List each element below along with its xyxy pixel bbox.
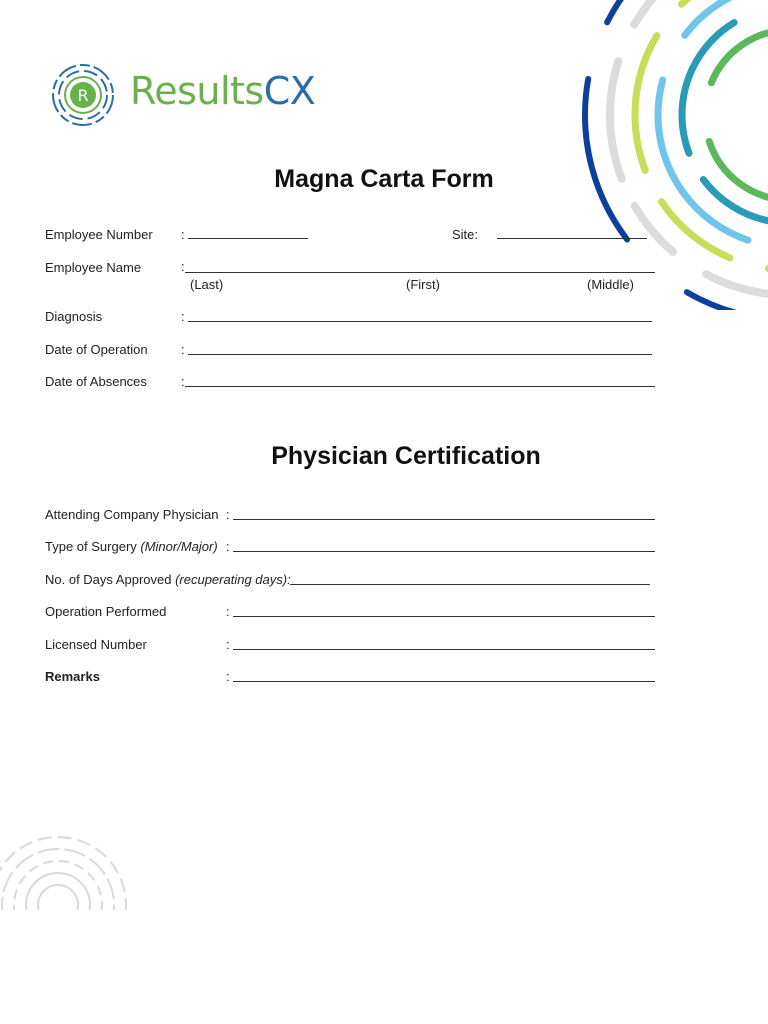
operation-performed-label: Operation Performed: [45, 604, 167, 619]
days-approved-note: (recuperating days):: [175, 572, 291, 587]
decorative-rings-top-right: [560, 0, 768, 310]
employee-name-label: Employee Name: [45, 260, 142, 275]
type-of-surgery-colon: :: [226, 539, 230, 554]
employee-number-colon: :: [181, 227, 185, 242]
diagnosis-field[interactable]: [188, 321, 652, 322]
employee-number-field[interactable]: [188, 238, 308, 239]
operation-performed-colon: :: [226, 604, 230, 619]
attending-physician-colon: :: [226, 507, 230, 522]
date-of-operation-field[interactable]: [188, 354, 652, 355]
remarks-colon: :: [226, 669, 230, 684]
site-field[interactable]: [497, 238, 647, 239]
date-of-absences-field[interactable]: [185, 386, 655, 387]
logo-word-results: Results: [130, 69, 264, 113]
licensed-number-colon: :: [226, 637, 230, 652]
employee-name-colon: :: [181, 259, 185, 274]
diagnosis-label: Diagnosis: [45, 309, 103, 324]
date-of-absences-colon: :: [181, 374, 185, 389]
type-of-surgery-field[interactable]: [233, 551, 655, 552]
logo-wordmark: [130, 69, 316, 113]
name-part-middle: (Middle): [587, 277, 634, 292]
logo-icon-letter: R: [77, 86, 89, 105]
attending-physician-label: Attending Company Physician: [45, 507, 219, 522]
licensed-number-field[interactable]: [233, 649, 655, 650]
logo-icon: [50, 62, 116, 128]
site-label: Site:: [452, 227, 479, 242]
diagnosis-colon: :: [181, 309, 185, 324]
licensed-number-label: Licensed Number: [45, 637, 147, 652]
employee-number-label: Employee Number: [45, 227, 153, 242]
date-of-operation-colon: :: [181, 342, 185, 357]
type-of-surgery-note: (Minor/Major): [140, 539, 218, 554]
name-part-last: (Last): [190, 277, 224, 292]
type-of-surgery-text: Type of Surgery: [45, 539, 141, 554]
remarks-field[interactable]: [233, 681, 655, 682]
employee-name-field[interactable]: [185, 272, 655, 273]
days-approved-text: No. of Days Approved: [45, 572, 176, 587]
date-of-absences-label: Date of Absences: [45, 374, 147, 389]
date-of-operation-label: Date of Operation: [45, 342, 148, 357]
remarks-label: Remarks: [45, 669, 100, 684]
days-approved-label: [45, 572, 291, 587]
form-title: Magna Carta Form: [274, 165, 494, 193]
days-approved-field[interactable]: [290, 584, 650, 585]
decorative-rings-bottom-left: [0, 830, 130, 910]
logo-word-cx: CX: [263, 69, 316, 113]
certification-title: Physician Certification: [271, 442, 541, 470]
operation-performed-field[interactable]: [233, 616, 655, 617]
attending-physician-field[interactable]: [233, 519, 655, 520]
name-part-first: (First): [406, 277, 440, 292]
type-of-surgery-label: [45, 539, 218, 554]
